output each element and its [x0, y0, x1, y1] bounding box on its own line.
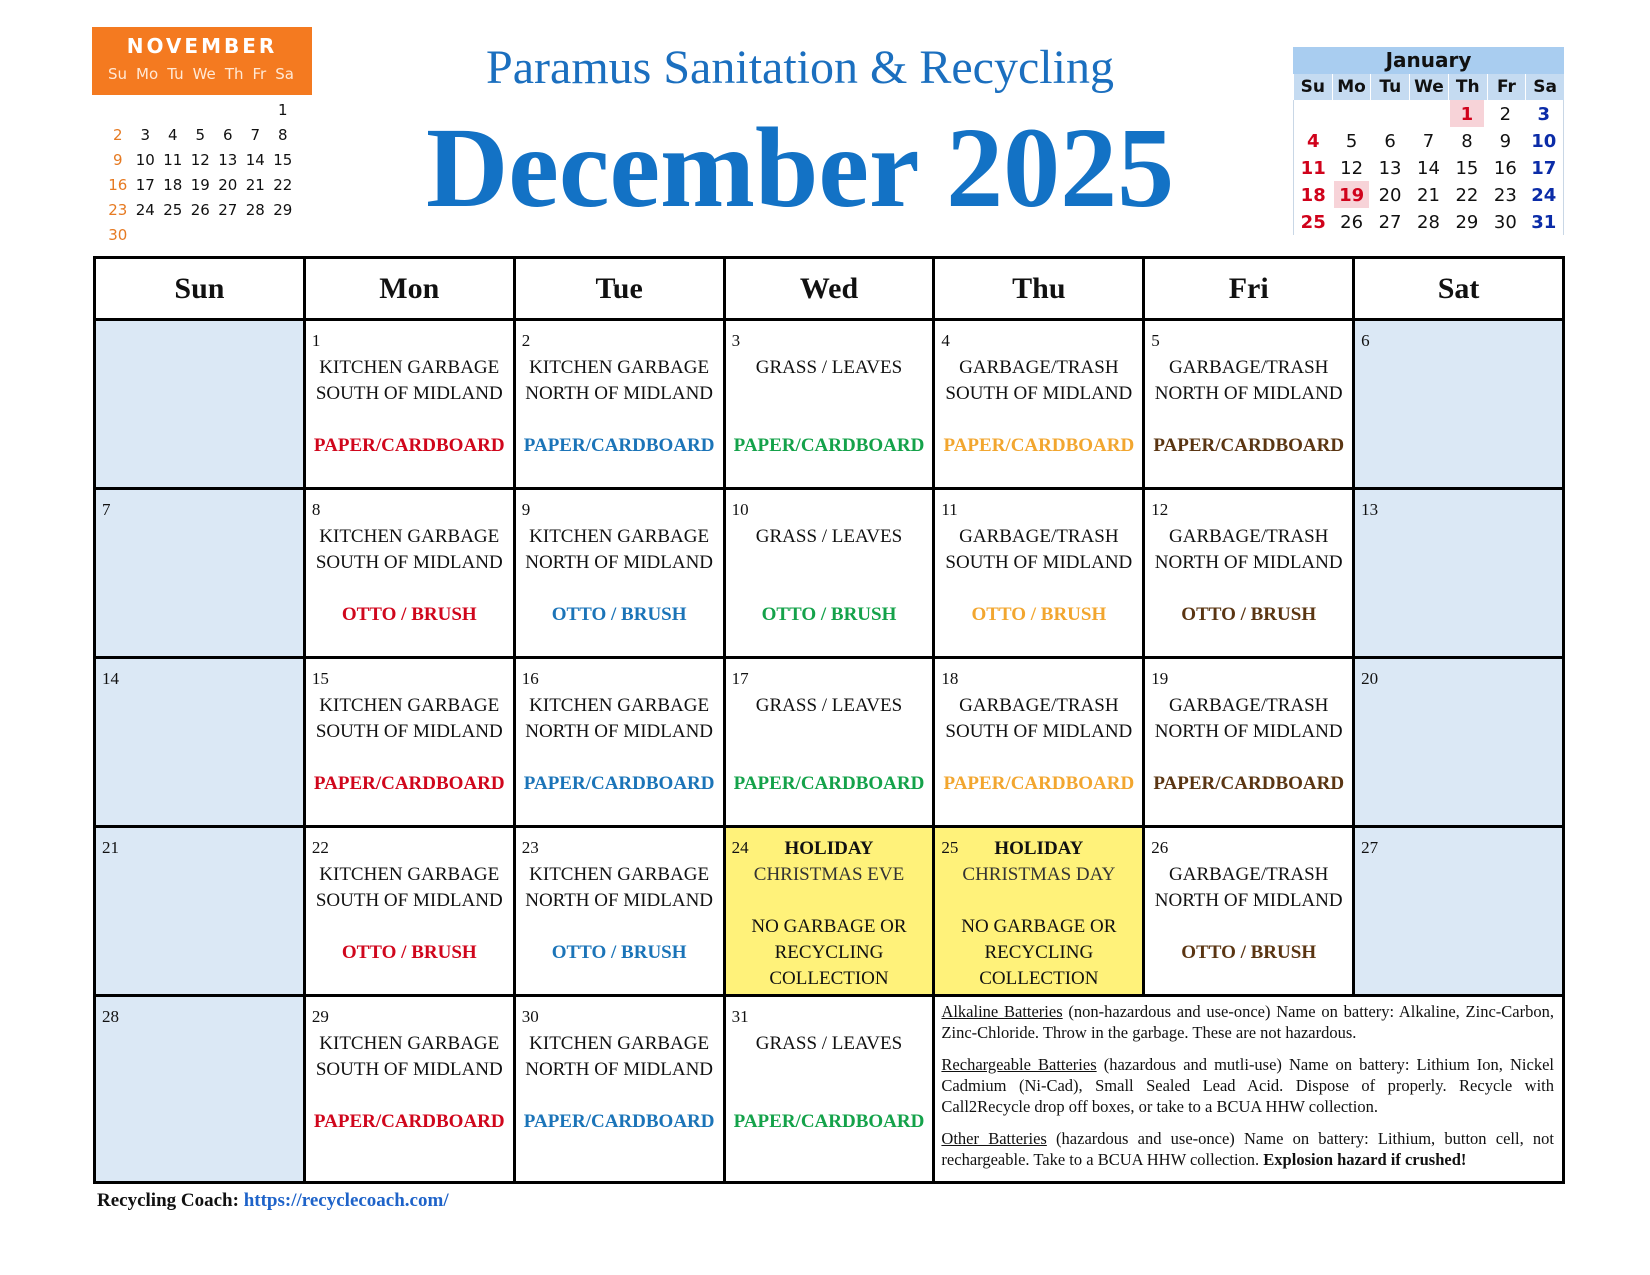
day-cell [935, 321, 1142, 487]
mini-day: 6 [1384, 131, 1396, 152]
mini-day: 3 [1537, 104, 1551, 125]
mini-day: 15 [273, 151, 293, 169]
mini-day: 22 [1455, 185, 1479, 206]
day-cell-weekend [96, 659, 303, 825]
collection-type: KITCHEN GARBAGE [529, 695, 710, 716]
holiday-label: HOLIDAY [994, 838, 1084, 859]
weekday-label: Tu [167, 65, 184, 83]
mini-day: 31 [1531, 212, 1557, 233]
mini-day: 22 [273, 176, 293, 194]
mini-day: 28 [1417, 212, 1440, 233]
holiday-label: HOLIDAY [784, 838, 874, 859]
collection-type: GRASS / LEAVES [755, 357, 903, 378]
recycling-pickup: OTTO / BRUSH [551, 942, 687, 963]
mini-day: 25 [1300, 212, 1326, 233]
november-day-grid [92, 95, 312, 247]
weekday-label: Mo [1332, 74, 1371, 100]
mini-day [214, 101, 242, 122]
mini-day: 12 [1340, 158, 1364, 179]
collection-area: NORTH OF MIDLAND [1154, 890, 1343, 911]
day-cell [935, 490, 1142, 656]
mini-day [242, 101, 270, 122]
day-number: 29 [311, 1007, 329, 1026]
battery-type-heading: Other Batteries [941, 1129, 1047, 1148]
mini-day [1411, 100, 1445, 127]
day-number: 21 [102, 838, 119, 857]
december-calendar-grid [93, 256, 1565, 1184]
day-number: 31 [731, 1007, 749, 1026]
mini-day: 7 [1422, 131, 1435, 152]
day-number: 17 [731, 669, 749, 688]
january-month-label: January [1293, 47, 1564, 74]
mini-day: 13 [218, 151, 238, 169]
mini-day: 3 [140, 126, 151, 144]
footer [97, 1190, 449, 1212]
day-number: 3 [731, 331, 741, 350]
collection-area: NORTH OF MIDLAND [1154, 552, 1343, 573]
day-number: 24 [731, 838, 749, 857]
mini-day [1296, 100, 1330, 127]
collection-type: KITCHEN GARBAGE [319, 357, 500, 378]
collection-area: SOUTH OF MIDLAND [315, 1059, 503, 1080]
mini-day: 16 [1493, 158, 1517, 179]
day-number: 25 [941, 838, 959, 857]
january-weekday-row [1293, 74, 1564, 100]
recycling-pickup: PAPER/CARDBOARD [313, 435, 505, 456]
day-cell [726, 490, 933, 656]
collection-type: KITCHEN GARBAGE [319, 864, 500, 885]
mini-day: 4 [1306, 131, 1320, 152]
mini-day: 14 [1417, 158, 1440, 179]
day-number: 2 [521, 331, 531, 350]
collection-type: KITCHEN GARBAGE [529, 357, 710, 378]
recycling-pickup: OTTO / BRUSH [761, 604, 897, 625]
day-cell-holiday [726, 828, 933, 994]
weekday-header: Wed [726, 259, 933, 318]
mini-day: 28 [245, 201, 265, 219]
mini-day: 9 [112, 151, 123, 169]
day-cell [1145, 321, 1352, 487]
weekday-header: Thu [935, 259, 1142, 318]
day-cell-weekend [1355, 828, 1562, 994]
day-cell [516, 828, 723, 994]
weekday-label: Fr [252, 65, 267, 83]
day-cell-holiday [935, 828, 1142, 994]
day-cell [516, 997, 723, 1181]
collection-area: SOUTH OF MIDLAND [315, 721, 503, 742]
mini-day [1334, 100, 1368, 127]
day-cell-weekend [96, 490, 303, 656]
mini-day: 4 [167, 126, 178, 144]
day-number: 16 [521, 669, 539, 688]
collection-type: GARBAGE/TRASH [959, 695, 1119, 716]
day-cell-weekend [96, 828, 303, 994]
mini-day: 8 [1461, 131, 1473, 152]
day-cell-weekend [1355, 659, 1562, 825]
alkaline-batteries-note [941, 1001, 1554, 1043]
mini-day [104, 101, 132, 122]
day-number: 15 [311, 669, 329, 688]
mini-day: 27 [218, 201, 238, 219]
collection-area: SOUTH OF MIDLAND [945, 552, 1133, 573]
recycling-pickup: PAPER/CARDBOARD [313, 773, 505, 794]
holiday-note-line: NO GARBAGE OR [751, 916, 907, 937]
day-cell [935, 659, 1142, 825]
weekday-label: Su [1293, 74, 1332, 100]
mini-day: 19 [190, 176, 210, 194]
mini-day: 24 [1531, 185, 1557, 206]
mini-day: 18 [163, 176, 183, 194]
mini-day: 1 [1450, 100, 1484, 127]
collection-type: GRASS / LEAVES [755, 526, 903, 547]
day-number: 19 [1151, 669, 1169, 688]
recycling-pickup: PAPER/CARDBOARD [1153, 773, 1345, 794]
november-month-label: NOVEMBER [126, 34, 278, 58]
day-cell [516, 659, 723, 825]
mini-day: 21 [1417, 185, 1440, 206]
day-number: 27 [1361, 838, 1379, 857]
day-cell [726, 659, 933, 825]
collection-type: KITCHEN GARBAGE [529, 864, 710, 885]
mini-day [1373, 100, 1407, 127]
mini-day: 29 [273, 201, 293, 219]
recycling-pickup: PAPER/CARDBOARD [733, 1111, 925, 1132]
january-mini-calendar [1293, 47, 1564, 235]
recycling-pickup: PAPER/CARDBOARD [733, 435, 925, 456]
november-weekday-row [92, 65, 312, 83]
day-number: 5 [1151, 331, 1160, 350]
mini-day: 15 [1455, 158, 1479, 179]
recycling-pickup: OTTO / BRUSH [971, 604, 1107, 625]
day-cell [1145, 828, 1352, 994]
weekday-label: We [192, 65, 216, 83]
collection-area: SOUTH OF MIDLAND [315, 383, 503, 404]
day-number: 4 [941, 331, 950, 350]
mini-day: 24 [135, 201, 155, 219]
day-cell [1145, 659, 1352, 825]
day-cell [306, 321, 513, 487]
mini-day: 13 [1378, 158, 1402, 179]
day-number: 6 [1361, 331, 1370, 350]
mini-day: 10 [1531, 131, 1557, 152]
recycling-pickup: PAPER/CARDBOARD [943, 773, 1135, 794]
day-number: 23 [521, 838, 539, 857]
recycling-pickup: OTTO / BRUSH [551, 604, 687, 625]
day-cell [726, 997, 933, 1181]
page-subtitle: Paramus Sanitation & Recycling [486, 41, 1114, 94]
day-number: 8 [311, 500, 321, 519]
collection-area: SOUTH OF MIDLAND [945, 383, 1133, 404]
mini-day: 10 [135, 151, 155, 169]
day-number: 22 [311, 838, 329, 857]
november-header [92, 27, 312, 95]
collection-area: NORTH OF MIDLAND [1154, 383, 1343, 404]
weekday-label: Sa [1525, 74, 1564, 100]
collection-type: KITCHEN GARBAGE [529, 526, 710, 547]
collection-area: SOUTH OF MIDLAND [315, 890, 503, 911]
day-cell [516, 321, 723, 487]
battery-type-text: (hazardous and mutli-use) Name on battery: Lithium Ion, Nickel Cadmium (Ni-Cad), Small Sealed Lead Acid. Dispose of properly. Recycle with Call2Recycle drop off boxes, or take to a BCUA HHW collection. [941, 1055, 1554, 1116]
battery-type-heading: Alkaline Batteries [941, 1002, 1063, 1021]
page-title: December 2025 [425, 104, 1175, 231]
day-number: 11 [941, 500, 958, 519]
mini-day [132, 101, 160, 122]
day-number: 18 [941, 669, 959, 688]
collection-type: KITCHEN GARBAGE [319, 526, 500, 547]
day-cell [726, 321, 933, 487]
mini-day: 25 [163, 201, 183, 219]
collection-area: NORTH OF MIDLAND [525, 383, 714, 404]
day-number: 30 [521, 1007, 539, 1026]
recycling-pickup: PAPER/CARDBOARD [313, 1111, 505, 1132]
day-cell-weekend [96, 321, 303, 487]
collection-type: GRASS / LEAVES [755, 1033, 903, 1054]
holiday-note-line: NO GARBAGE OR [961, 916, 1117, 937]
day-number: 7 [102, 500, 111, 519]
day-cell [306, 659, 513, 825]
day-number: 20 [1361, 669, 1379, 688]
mini-day: 12 [190, 151, 210, 169]
mini-day: 9 [1499, 131, 1512, 152]
day-number: 12 [1151, 500, 1169, 519]
mini-day: 27 [1378, 212, 1402, 233]
day-number: 9 [521, 500, 531, 519]
mini-day: 2 [112, 126, 123, 144]
other-batteries-note [941, 1128, 1554, 1170]
holiday-note-line: RECYCLING [774, 942, 884, 963]
mini-day: 11 [1300, 158, 1326, 179]
day-cell [306, 997, 513, 1181]
day-cell [1145, 490, 1352, 656]
holiday-name: CHRISTMAS DAY [962, 864, 1116, 885]
collection-area: NORTH OF MIDLAND [525, 890, 714, 911]
mini-day: 8 [277, 126, 288, 144]
mini-day: 30 [1493, 212, 1517, 233]
day-number: 14 [102, 669, 119, 688]
collection-type: KITCHEN GARBAGE [319, 1033, 500, 1054]
mini-day: 11 [163, 151, 183, 169]
weekday-label: We [1409, 74, 1448, 100]
battery-type-heading: Rechargeable Batteries [941, 1055, 1097, 1074]
recycling-pickup: OTTO / BRUSH [1181, 942, 1317, 963]
holiday-note-line: COLLECTION [769, 968, 889, 989]
day-cell [516, 490, 723, 656]
mini-day: 26 [1340, 212, 1364, 233]
day-number: 13 [1361, 500, 1379, 519]
collection-area: NORTH OF MIDLAND [525, 721, 714, 742]
weekday-header: Sun [96, 259, 303, 318]
mini-day: 23 [108, 201, 128, 219]
recycling-pickup: PAPER/CARDBOARD [733, 773, 925, 794]
mini-day: 21 [245, 176, 265, 194]
collection-area: SOUTH OF MIDLAND [315, 552, 503, 573]
mini-day: 26 [190, 201, 210, 219]
collection-type: GARBAGE/TRASH [1169, 864, 1329, 885]
day-cell [306, 828, 513, 994]
holiday-note-line: COLLECTION [979, 968, 1099, 989]
mini-day: 18 [1300, 185, 1326, 206]
collection-type: KITCHEN GARBAGE [319, 695, 500, 716]
recycling-pickup: PAPER/CARDBOARD [523, 435, 715, 456]
weekday-label: Fr [1487, 74, 1526, 100]
day-number: 1 [311, 331, 321, 350]
collection-area: NORTH OF MIDLAND [525, 1059, 714, 1080]
weekday-header: Tue [516, 259, 723, 318]
collection-type: KITCHEN GARBAGE [529, 1033, 710, 1054]
mini-day: 2 [1499, 104, 1512, 125]
mini-day: 6 [222, 126, 233, 144]
weekday-label: Su [108, 65, 128, 83]
rechargeable-batteries-note [941, 1054, 1554, 1117]
day-number: 28 [102, 1007, 119, 1026]
collection-type: GARBAGE/TRASH [1169, 526, 1329, 547]
battery-type-text: (hazardous and use-once) Name on battery: Lithium, button cell, not rechargeable. Take to a BCUA HHW collection. [941, 1129, 1554, 1169]
mini-day: 23 [1493, 185, 1517, 206]
holiday-note-line: RECYCLING [984, 942, 1094, 963]
weekday-label: Th [1448, 74, 1487, 100]
mini-day [187, 101, 215, 122]
battery-warning: Explosion hazard if crushed! [1263, 1150, 1467, 1169]
weekday-header: Fri [1145, 259, 1352, 318]
collection-type: GARBAGE/TRASH [959, 357, 1119, 378]
mini-day: 1 [277, 101, 288, 119]
weekday-label: Th [224, 65, 244, 83]
recycling-pickup: OTTO / BRUSH [1181, 604, 1317, 625]
mini-day: 17 [135, 176, 155, 194]
recycle-coach-link[interactable]: https://recyclecoach.com/ [243, 1190, 449, 1211]
january-day-grid [1293, 100, 1564, 235]
collection-type: GARBAGE/TRASH [1169, 357, 1329, 378]
recycling-pickup: OTTO / BRUSH [341, 942, 477, 963]
mini-day: 17 [1531, 158, 1557, 179]
mini-day: 30 [108, 226, 128, 244]
day-cell-weekend [1355, 490, 1562, 656]
battery-disposal-notes [935, 997, 1562, 1181]
weekday-label: Sa [275, 65, 294, 83]
weekday-header: Sat [1355, 259, 1562, 318]
weekday-header: Mon [306, 259, 513, 318]
recycling-pickup: PAPER/CARDBOARD [523, 773, 715, 794]
mini-day: 20 [1378, 185, 1402, 206]
collection-area: NORTH OF MIDLAND [525, 552, 714, 573]
collection-type: GRASS / LEAVES [755, 695, 903, 716]
day-number: 26 [1151, 838, 1169, 857]
recycling-pickup: PAPER/CARDBOARD [523, 1111, 715, 1132]
mini-day: 29 [1455, 212, 1479, 233]
day-cell-weekend [1355, 321, 1562, 487]
recycling-pickup: PAPER/CARDBOARD [1153, 435, 1345, 456]
mini-day: 5 [195, 126, 206, 144]
mini-day: 7 [250, 126, 261, 144]
collection-area: NORTH OF MIDLAND [1154, 721, 1343, 742]
holiday-name: CHRISTMAS EVE [753, 864, 905, 885]
footer-label: Recycling Coach: [97, 1190, 244, 1211]
mini-day: 19 [1334, 181, 1368, 208]
collection-type: GARBAGE/TRASH [959, 526, 1119, 547]
mini-day: 20 [218, 176, 238, 194]
november-mini-calendar [92, 27, 312, 247]
day-cell-weekend [96, 997, 303, 1181]
recycling-pickup: OTTO / BRUSH [341, 604, 477, 625]
collection-area: SOUTH OF MIDLAND [945, 721, 1133, 742]
collection-type: GARBAGE/TRASH [1169, 695, 1329, 716]
day-number: 10 [731, 500, 749, 519]
mini-day [159, 101, 187, 122]
mini-day: 5 [1345, 131, 1358, 152]
weekday-label: Mo [136, 65, 159, 83]
battery-type-text: (non-hazardous and use-once) Name on battery: Alkaline, Zinc-Carbon, Zinc-Chloride. Throw in the garbage. These are not hazardous. [941, 1002, 1554, 1042]
weekday-label: Tu [1370, 74, 1409, 100]
recycling-pickup: PAPER/CARDBOARD [943, 435, 1135, 456]
mini-day: 16 [108, 176, 128, 194]
day-cell [306, 490, 513, 656]
mini-day: 14 [245, 151, 265, 169]
